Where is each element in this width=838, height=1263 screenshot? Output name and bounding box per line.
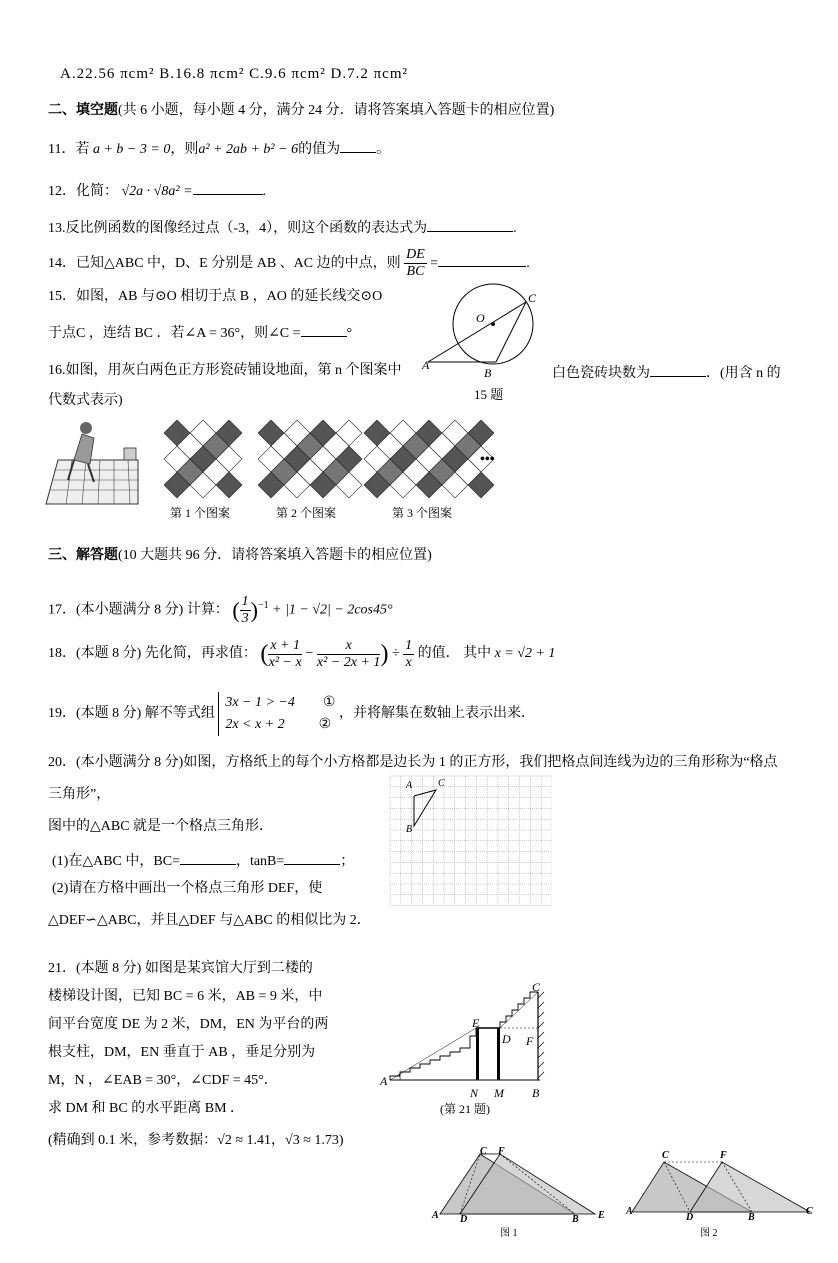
tile-pattern	[364, 420, 494, 498]
section3-title: 三、解答题	[48, 548, 118, 563]
answer-blank[interactable]	[427, 217, 513, 232]
q17-exponent: −1	[257, 600, 269, 611]
q19-mark1: ①	[322, 694, 336, 710]
q18-post: 的值． 其中	[417, 646, 492, 662]
grid-label-a: A	[406, 780, 413, 791]
q13-text: 13.反比例函数的图像经过点（-3，4），则这个函数的表达式为	[48, 221, 428, 236]
patterns-ellipsis: •••	[480, 452, 495, 467]
fig1-label-f: F	[498, 1146, 505, 1157]
question-17: 17．(本小题满分 8 分) 计算： ( $\frac{1}{3}$ )$^{-1}$ + |1 − √2| − 2cos45°	[48, 593, 393, 626]
label-a: A	[422, 358, 430, 372]
q20-line4c: ；	[340, 854, 355, 869]
fig21-label-c: C	[532, 980, 541, 994]
tile-pattern	[164, 420, 242, 498]
q15-line2: 于点C ，连结 BC ．若∠A = 36°，则∠C =	[48, 326, 301, 341]
floor	[46, 460, 138, 504]
q16-line1b-wrap	[552, 362, 781, 383]
q20-line6: △DEF∽△ABC，并且△DEF 与△ABC 的相似比为 2．	[48, 913, 371, 928]
q14-end: .	[526, 256, 530, 271]
q18-num3: 1	[405, 637, 413, 653]
q18-den2: x² − 2x + 1	[316, 654, 381, 670]
fig1-label-a: A	[432, 1210, 439, 1221]
worker-head	[80, 422, 92, 434]
q18-minus: −	[305, 646, 314, 662]
fig2-caption: 图 2	[700, 1228, 718, 1239]
center-dot	[491, 322, 495, 326]
q11-expression: a² + 2ab + b² − 6	[198, 142, 299, 157]
worker-body	[74, 434, 94, 464]
fig21-label-a: A	[380, 1074, 388, 1088]
q11-post: 的值为	[298, 142, 341, 157]
q20-line2: 三角形”，	[48, 787, 111, 802]
q19-row2	[225, 714, 335, 736]
q15-line2-wrap	[48, 322, 352, 343]
q12-expression: √2a · √8a² =	[121, 184, 193, 199]
q20-line5: (2)请在方格中画出一个格点三角形 DEF，使	[52, 881, 323, 896]
q11-condition: a + b − 3 = 0	[92, 142, 171, 157]
tiler-illustration	[38, 420, 148, 512]
fig2-label-c2: C	[806, 1206, 813, 1217]
answer-blank[interactable]	[438, 252, 526, 267]
q15-end: °	[346, 326, 353, 341]
q21-line1: 21．(本题 8 分) 如图是某宾馆大厅到二楼的	[48, 961, 313, 976]
q18-frac2	[317, 638, 381, 671]
section2-heading	[48, 102, 554, 120]
pattern2-caption: 第 2 个图案	[276, 506, 337, 520]
q16-line2: 代数式表示)	[48, 393, 123, 408]
q14-pre: 14．已知△ABC 中，D、E 分别是 AB 、AC 边的中点，则	[48, 256, 401, 271]
fig2-label-a: A	[626, 1206, 633, 1217]
fig21-label-f: F	[526, 1034, 534, 1048]
line-dc	[500, 992, 538, 1028]
fig2-label-f: F	[720, 1150, 727, 1161]
q18-pre: 18．(本题 8 分) 先化简，再求值：	[48, 646, 257, 662]
section2-title: 二、填空题	[48, 103, 118, 118]
q21-line5: M，N ，∠EAB = 30°，∠CDF = 45°．	[48, 1073, 278, 1088]
section3-desc: (10 大题共 96 分．请将答案填入答题卡的相应位置)	[118, 548, 432, 563]
figure-1-triangles	[430, 1146, 610, 1226]
figure-2-triangles	[622, 1150, 822, 1226]
answer-blank[interactable]	[193, 180, 263, 195]
question-19	[48, 690, 535, 738]
options-line: A.22.56 πcm² B.16.8 πcm² C.9.6 πcm² D.7.2 πcm²	[60, 66, 409, 82]
q16-line1a: 16.如图，用灰白两色正方形瓷砖铺设地面，第 n 个图案中	[48, 363, 402, 378]
question-14	[48, 244, 530, 284]
q19-pre: 19．(本题 8 分) 解不等式组	[48, 706, 215, 721]
q14-fraction	[404, 247, 427, 280]
grid-paper	[388, 774, 552, 908]
q21-line7: (精确到 0.1 米，参考数据：√2 ≈ 1.41，√3 ≈ 1.73)	[48, 1133, 344, 1148]
q18-num1: x + 1	[270, 637, 300, 653]
q19-ineq2: 2x < x + 2	[225, 716, 285, 732]
triangle-dfc-2	[690, 1162, 810, 1212]
fig1-label-e: E	[598, 1210, 605, 1221]
q11-end: 。	[376, 142, 391, 157]
fig21-caption: (第 21 题)	[440, 1102, 490, 1116]
grid-label-b: B	[406, 824, 413, 835]
q18-den1: x² − x	[268, 654, 302, 670]
answer-blank[interactable]	[340, 138, 376, 153]
q13-end: .	[513, 221, 517, 236]
answer-blank[interactable]	[650, 362, 706, 377]
q16-line1b: 白色瓷砖块数为	[552, 366, 650, 381]
question-12	[48, 180, 266, 201]
label-c: C	[528, 291, 537, 305]
q11-mid: ，则	[170, 142, 199, 157]
question-13	[48, 217, 517, 238]
fig21-label-n: N	[470, 1086, 479, 1100]
section3-heading	[48, 547, 432, 565]
fig1-caption: 图 1	[500, 1228, 518, 1239]
q19-ineq1: 3x − 1 > −4	[225, 694, 295, 710]
triangle-abc	[414, 790, 436, 826]
fig1-label-d: D	[460, 1214, 468, 1225]
bucket	[124, 448, 136, 460]
q19-post: ，并将解集在数轴上表示出来．	[338, 706, 535, 721]
q17-denominator: 3	[241, 610, 249, 626]
fig21-label-b: B	[532, 1086, 540, 1100]
pattern3-caption: 第 3 个图案	[392, 506, 453, 520]
q20-line4a: (1)在△ABC 中，BC=	[52, 854, 180, 869]
pattern1-caption: 第 1 个图案	[170, 506, 231, 520]
q21-line2: 楼梯设计图，已知 BC = 6 米，AB = 9 米，中	[48, 989, 323, 1004]
pillar-en	[476, 1028, 479, 1080]
fig1-label-c: C	[480, 1146, 487, 1157]
q17-pre: 17．(本小题满分 8 分) 计算：	[48, 602, 229, 618]
pillar-dm	[497, 1028, 500, 1080]
answer-blank-bc[interactable]	[180, 850, 236, 865]
q18-divide: ÷	[391, 646, 400, 662]
q18-xvalue: x = √2 + 1	[494, 646, 556, 662]
q16-line1c: ．(用含 n 的	[706, 366, 781, 381]
q14-equals: =	[430, 256, 439, 271]
q18-frac1	[268, 638, 302, 671]
fig2-label-d: D	[686, 1212, 694, 1223]
tile-patterns	[160, 420, 500, 500]
question-11	[48, 138, 390, 159]
answer-blank-tanb[interactable]	[284, 850, 340, 865]
q17-numerator: 1	[241, 593, 249, 609]
fig21-label-d: D	[502, 1032, 511, 1046]
q20-line4	[52, 850, 354, 871]
question-18: 18．(本题 8 分) 先化简，再求值： ( $\frac{x + 1}{\text{x² − x}}$ − $\frac{x}{\text{x² − 2x + 1}}$ ) ÷ $\frac{1}{x}$ 的值． 其中 x = √2 + 1	[48, 637, 556, 670]
section2-desc: (共 6 小题，每小题 4 分，满分 24 分．请将答案填入答题卡的相应位置)	[118, 103, 555, 118]
q21-line4: 根支柱，DM，EN 垂直于 AB ，垂足分别为	[48, 1045, 316, 1060]
q21-line6: 求 DM 和 BC 的水平距离 BM ．	[48, 1101, 245, 1116]
answer-blank[interactable]	[301, 322, 347, 337]
grid-label-c: C	[438, 778, 445, 789]
q20-line4b: ，tanB=	[235, 854, 285, 869]
q14-denominator: BC	[406, 264, 425, 280]
q19-mark2: ②	[318, 716, 332, 732]
q12-end: .	[262, 184, 267, 199]
q18-num2: x	[317, 638, 381, 655]
fig2-label-c: C	[662, 1150, 669, 1161]
q20-line3: 图中的△ABC 就是一个格点三角形．	[48, 819, 274, 834]
fig1-label-b: B	[572, 1214, 579, 1225]
q12-pre: 12．化简：	[48, 184, 118, 199]
fig15-caption: 15 题	[474, 387, 504, 402]
q17-expression: + |1 − √2| − 2cos45°	[272, 602, 393, 618]
q19-system	[218, 692, 335, 736]
fig21-label-e: E	[472, 1016, 480, 1030]
q20-line1: 20．(本小题满分 8 分)如图，方格纸上的每个小方格都是边长为 1 的正方形，我们把格点间连线为边的三角形称为“格点	[48, 755, 778, 770]
q17-fraction	[240, 594, 251, 627]
q15-line1: 15．如图，AB 与⊙O 相切于点 B ，AO 的延长线交⊙O	[48, 289, 383, 304]
fig21-label-m: M	[494, 1086, 504, 1100]
q19-row1	[225, 692, 335, 714]
q18-frac3	[403, 638, 414, 671]
fig2-label-b: B	[748, 1212, 755, 1223]
q21-line3: 间平台宽度 DE 为 2 米，DM，EN 为平台的两	[48, 1017, 329, 1032]
q18-den3: x	[405, 654, 412, 670]
line-ae	[390, 1028, 476, 1080]
q14-numerator: DE	[406, 247, 425, 263]
label-o: O	[476, 311, 485, 325]
q11-pre: 11．若	[48, 142, 90, 157]
tile-pattern	[258, 420, 362, 498]
label-b: B	[484, 366, 492, 380]
